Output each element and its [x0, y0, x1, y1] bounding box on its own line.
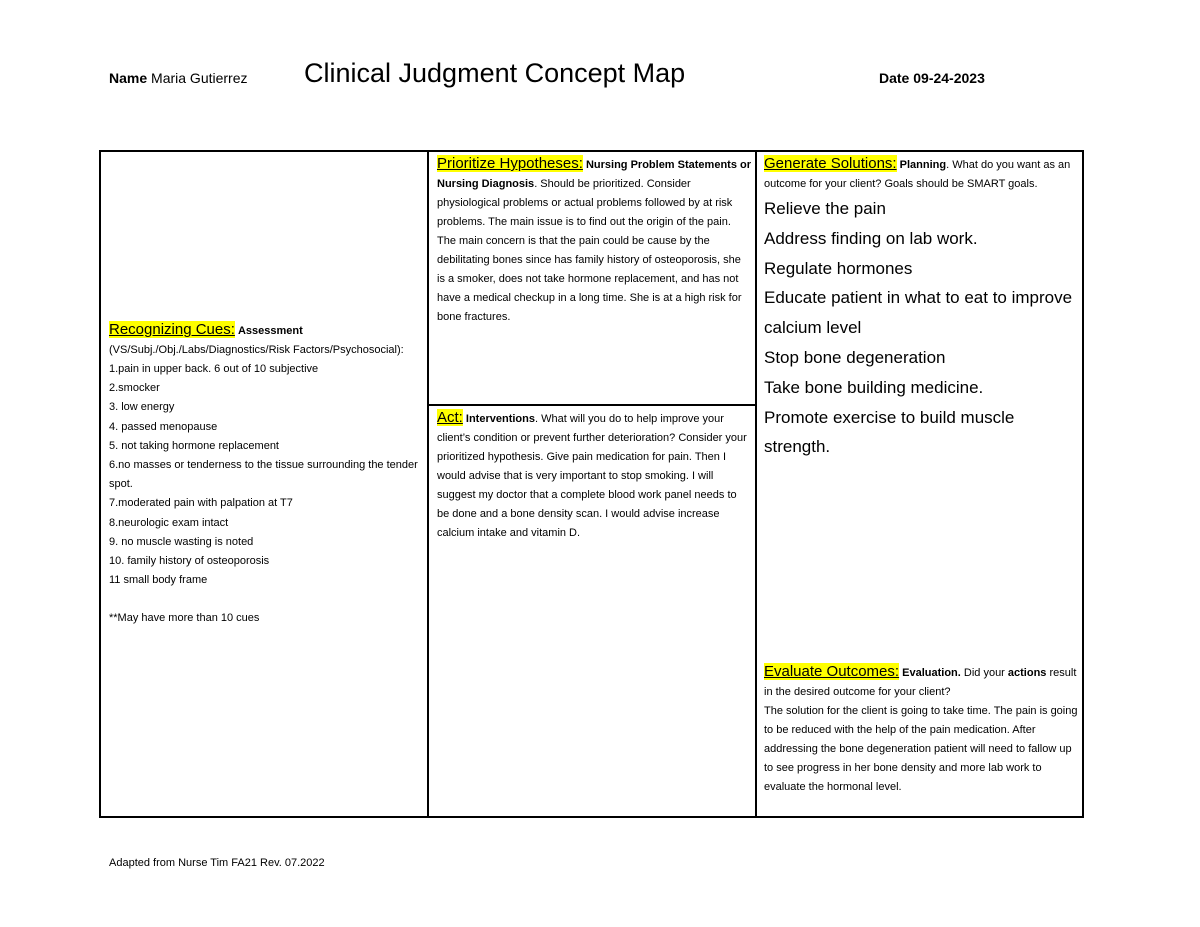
list-item: 2.smocker	[109, 382, 160, 395]
evaluate-outcomes-cell	[764, 662, 1080, 797]
evaluate-outcomes-subheading: Evaluation.	[902, 667, 961, 679]
column-divider	[427, 152, 429, 816]
date-field	[879, 70, 985, 86]
recognizing-cues-subheading: Assessment	[237, 325, 303, 337]
concept-map-grid	[99, 150, 1084, 818]
generate-solutions-text: . What do you want as an outcome for your client? Goals should be SMART goals.	[764, 159, 1071, 190]
name-field	[109, 70, 248, 86]
cues-note: **May have more than 10 cues	[109, 612, 260, 625]
evaluate-outcomes-text-bold: actions	[1007, 667, 1047, 679]
act-text: . What will you do to help improve your client’s condition or prevent further deterioration? Consider your prioritized hypothesis. Give pain medication for pain. Then I would advise that is very important to stop smoking. I will suggest my doctor that a complete blood work panel needs to be done and a bone density scan. I would advise increase calcium intake and vitamin D.	[437, 413, 747, 539]
prioritize-hypotheses-cell	[437, 154, 751, 327]
row-divider	[429, 404, 756, 406]
recognizing-cues-cell	[109, 320, 419, 628]
prioritize-hypotheses-subheading: Nursing Problem Statements or Nursing Diagnosis	[437, 159, 752, 190]
document-header	[109, 58, 1009, 98]
list-item: Address finding on lab work.	[764, 228, 978, 248]
evaluate-outcomes-text-suffix: result in the desired outcome for your client?	[764, 667, 1077, 698]
date-value: 09-24-2023	[913, 70, 985, 86]
list-item: 5. not taking hormone replacement	[109, 439, 279, 452]
recognizing-cues-heading: Recognizing Cues:	[109, 321, 235, 338]
list-item: 11 small body frame	[109, 574, 208, 587]
recognizing-cues-description: (VS/Subj./Obj./Labs/Diagnostics/Risk Factors/Psychosocial):	[109, 344, 404, 356]
evaluate-outcomes-text-prefix: Did your	[960, 667, 1008, 679]
column-divider	[755, 152, 757, 816]
cue-list	[109, 360, 419, 590]
list-item: Stop bone degeneration	[764, 347, 946, 367]
list-item: 9. no muscle wasting is noted	[109, 535, 254, 548]
list-item: 3. low energy	[109, 401, 175, 414]
list-item: 10. family history of osteoporosis	[109, 555, 270, 568]
goal-list	[764, 194, 1080, 462]
prioritize-hypotheses-heading: Prioritize Hypotheses:	[437, 155, 583, 172]
generate-solutions-cell	[764, 154, 1080, 462]
list-item: Regulate hormones	[764, 258, 913, 278]
list-item: 7.moderated pain with palpation at T7	[109, 497, 293, 510]
generate-solutions-heading: Generate Solutions:	[764, 155, 897, 172]
footer-text: Adapted from Nurse Tim FA21 Rev. 07.2022	[109, 857, 325, 869]
list-item: 8.neurologic exam intact	[109, 516, 229, 529]
evaluate-outcomes-answer: The solution for the client is going to take time. The pain is going to be reduced with the help of the pain medication. After addressing the bone degeneration patient will need to fallow up to see progress in her bone density and more lab work to evaluate the hormonal level.	[764, 705, 1078, 793]
list-item: 4. passed menopause	[109, 420, 218, 433]
act-cell	[437, 408, 751, 543]
list-item: Promote exercise to build muscle strength.	[764, 407, 1015, 457]
list-item: 1.pain in upper back. 6 out of 10 subjective	[109, 363, 319, 375]
evaluate-outcomes-heading: Evaluate Outcomes:	[764, 663, 900, 680]
list-item: Relieve the pain	[764, 199, 886, 218]
date-label: Date	[879, 70, 910, 86]
name-value: Maria Gutierrez	[151, 70, 248, 86]
list-item: 6.no masses or tenderness to the tissue surrounding the tender spot.	[109, 459, 418, 491]
act-subheading: Interventions	[465, 413, 535, 425]
act-heading: Act:	[437, 409, 463, 426]
list-item: Educate patient in what to eat to improve calcium level	[764, 288, 1073, 338]
name-label: Name	[109, 70, 148, 86]
generate-solutions-subheading: Planning	[899, 159, 947, 171]
page-title: Clinical Judgment Concept Map	[304, 58, 686, 88]
list-item: Take bone building medicine.	[764, 377, 984, 397]
prioritize-hypotheses-text: . Should be prioritized. Consider physiological problems or actual problems followed by at risk problems. The main issue is to find out the origin of the pain. The main concern is that the pain could be cause by the debilitating bones since has family history of osteoporosis, she is a smoker, does not take hormone replacement, and has not have a medical checkup in a long time. She is at a high risk for bone fractures.	[437, 178, 742, 323]
